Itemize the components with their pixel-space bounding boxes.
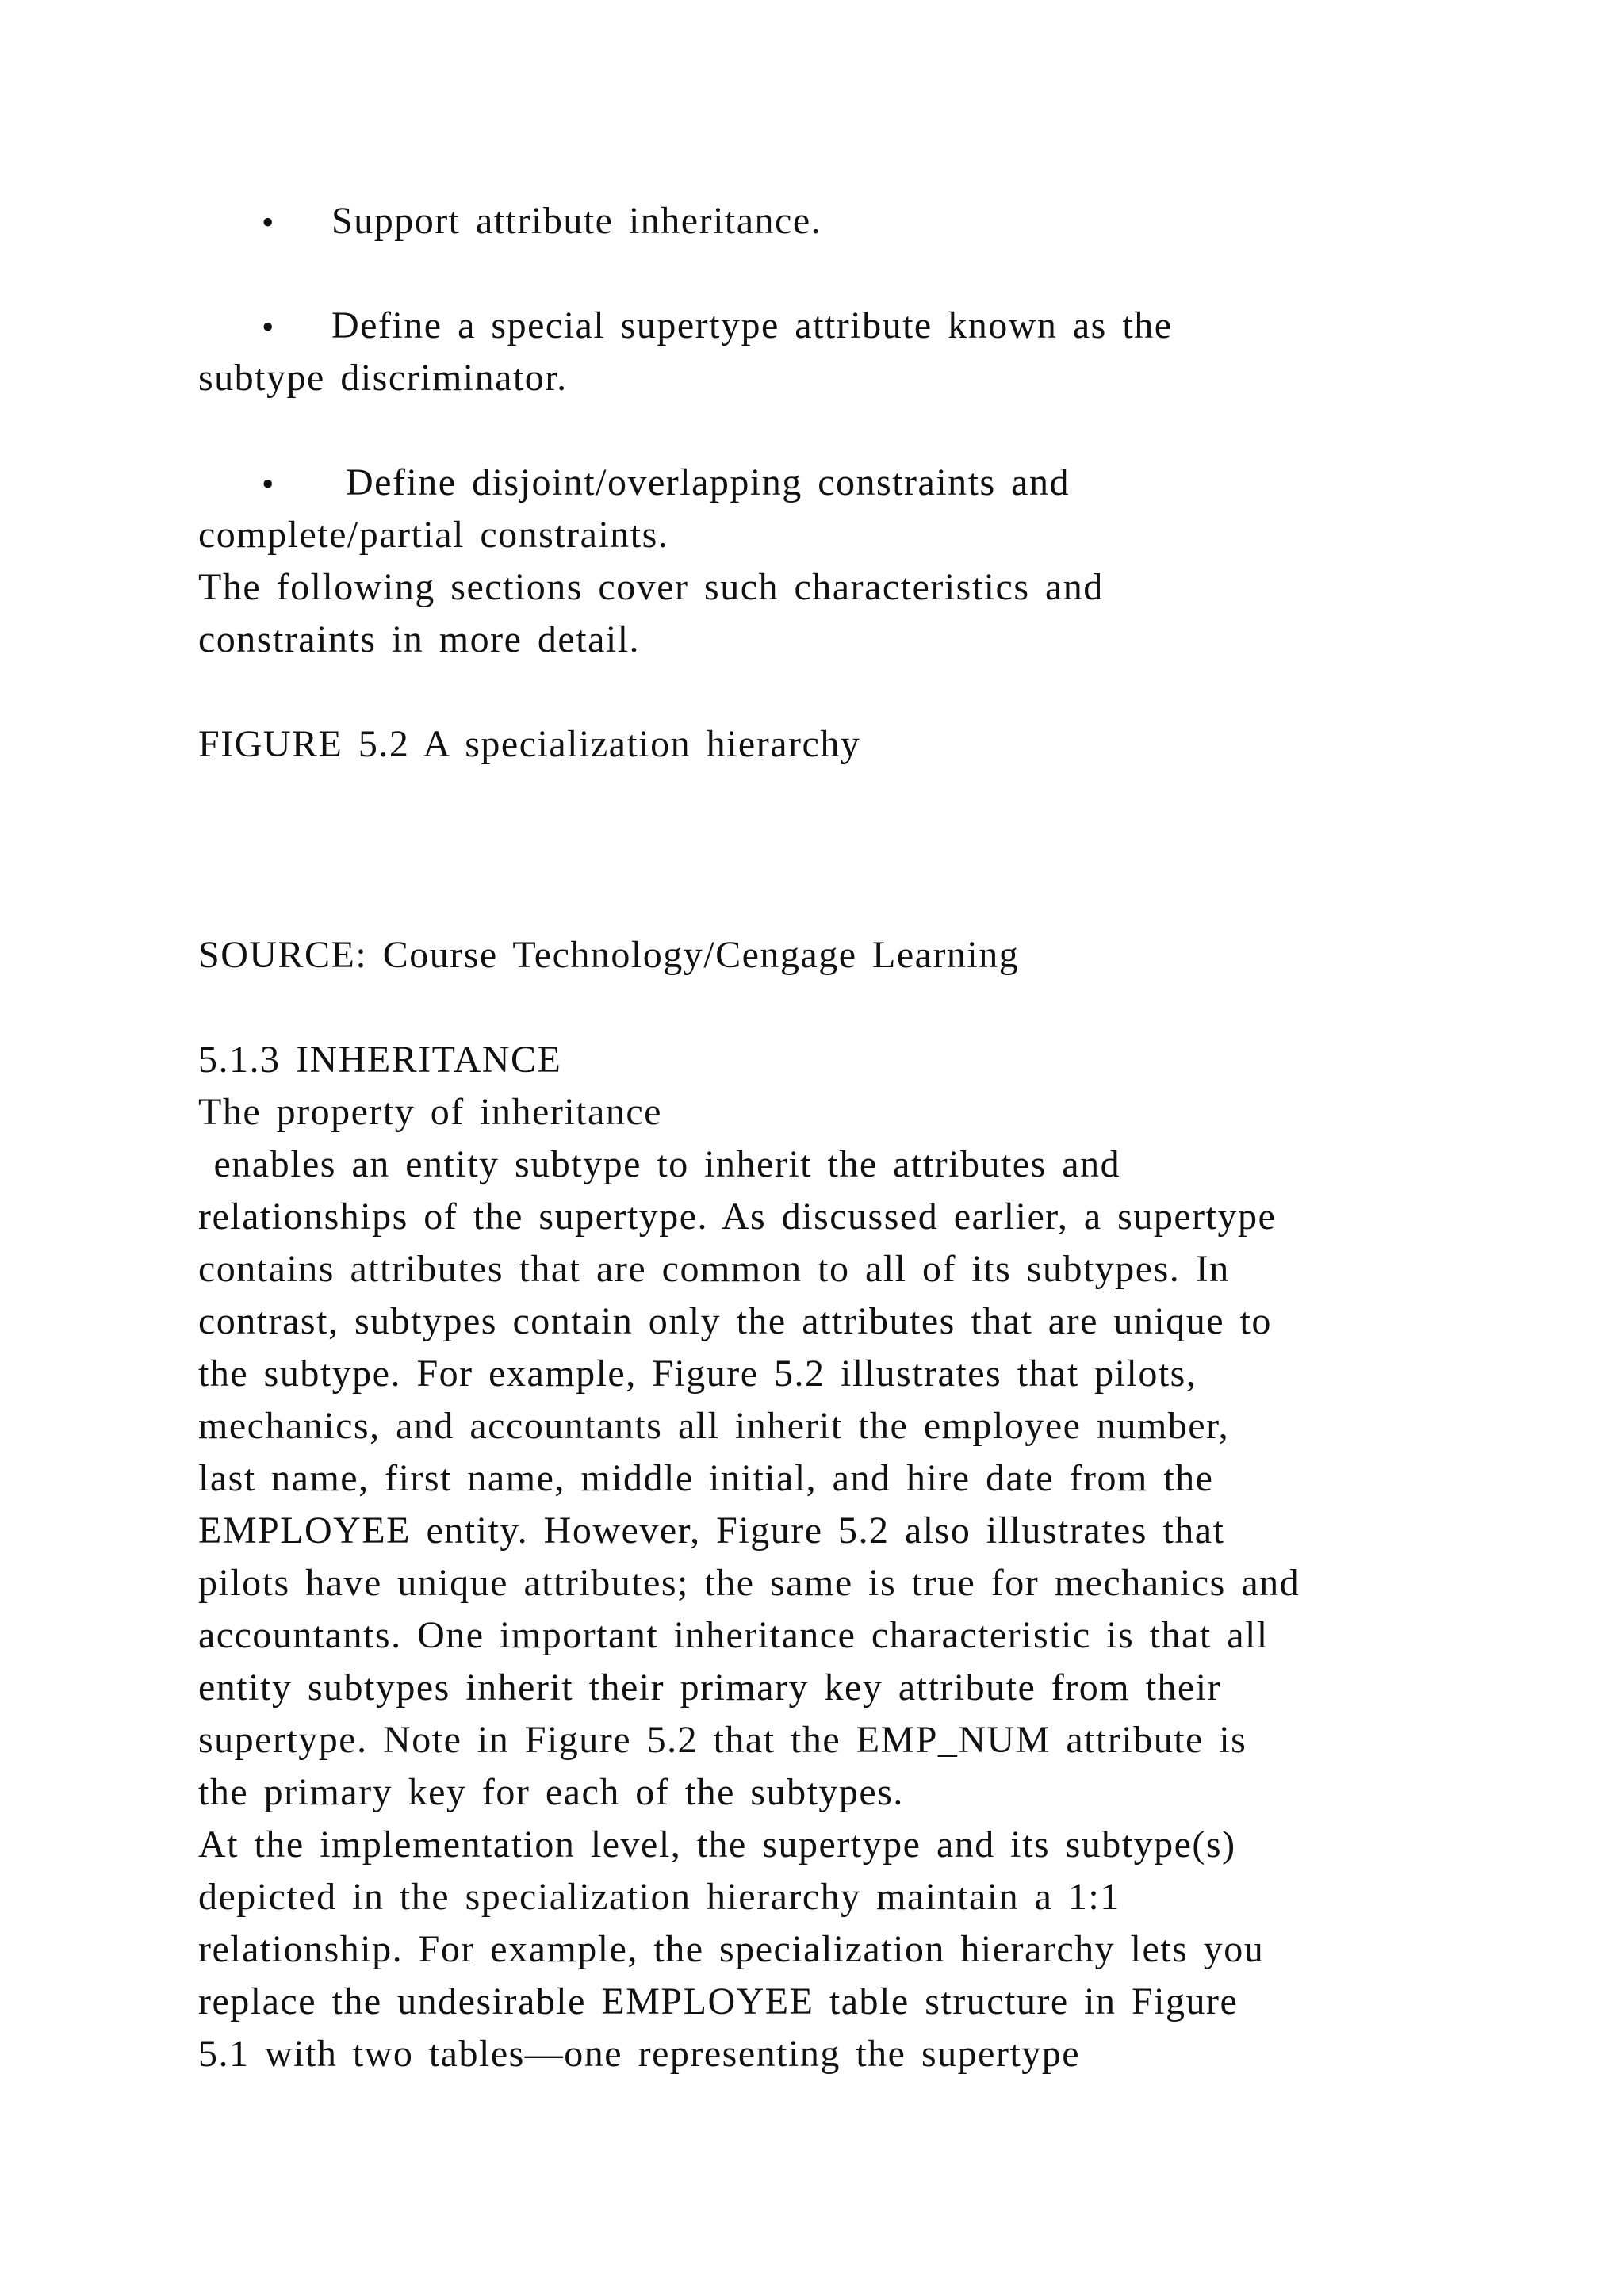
bullet-text-2-continued: subtype discriminator. [198, 357, 568, 399]
paragraph-line: constraints in more detail. [198, 618, 641, 660]
paragraph-line: enables an entity subtype to inherit the attributes and [198, 1143, 1121, 1185]
section-heading: 5.1.3 INHERITANCE [198, 1039, 562, 1081]
figure-caption: FIGURE 5.2 A specialization hierarchy [198, 723, 861, 765]
bullet-marker-1: • [262, 203, 274, 242]
paragraph-line: At the implementation level, the supertype and its subtype(s) [198, 1823, 1236, 1866]
bullet-text-2: Define a special supertype attribute known as the [331, 304, 1173, 346]
figure-source: SOURCE: Course Technology/Cengage Learning [198, 934, 1020, 976]
paragraph-line: last name, first name, middle initial, and hire date from the [198, 1457, 1214, 1499]
paragraph-line: entity subtypes inherit their primary key attribute from their [198, 1667, 1222, 1709]
paragraph-line: supertype. Note in Figure 5.2 that the EMP_NUM attribute is [198, 1719, 1247, 1761]
paragraph-line: The following sections cover such characteristics and [198, 566, 1104, 608]
paragraph-line: contrast, subtypes contain only the attributes that are unique to [198, 1300, 1272, 1342]
paragraph-line: pilots have unique attributes; the same is true for mechanics and [198, 1562, 1300, 1604]
bullet-text-3-continued: complete/partial constraints. [198, 514, 669, 556]
paragraph-line: accountants. One important inheritance characteristic is that all [198, 1614, 1269, 1656]
paragraph-line: relationships of the supertype. As discussed earlier, a supertype [198, 1196, 1277, 1238]
paragraph-line: The property of inheritance [198, 1091, 662, 1133]
paragraph-line: contains attributes that are common to all of its subtypes. In [198, 1248, 1230, 1290]
paragraph-line: mechanics, and accountants all inherit the employee number, [198, 1405, 1230, 1447]
paragraph-line: replace the undesirable EMPLOYEE table structure in Figure [198, 1980, 1239, 2022]
bullet-text-3: Define disjoint/overlapping constraints and [346, 461, 1070, 503]
paragraph-line: the subtype. For example, Figure 5.2 illustrates that pilots, [198, 1353, 1197, 1395]
paragraph-line: the primary key for each of the subtypes. [198, 1771, 904, 1813]
paragraph-line: depicted in the specialization hierarchy maintain a 1:1 [198, 1876, 1120, 1918]
bullet-marker-2: • [262, 308, 274, 346]
paragraph-line: EMPLOYEE entity. However, Figure 5.2 also illustrates that [198, 1510, 1225, 1552]
bullet-marker-3: • [262, 465, 274, 503]
bullet-text-1: Support attribute inheritance. [331, 200, 822, 242]
paragraph-line: relationship. For example, the specialization hierarchy lets you [198, 1928, 1265, 1970]
paragraph-line: 5.1 with two tables—one representing the supertype [198, 2033, 1081, 2075]
